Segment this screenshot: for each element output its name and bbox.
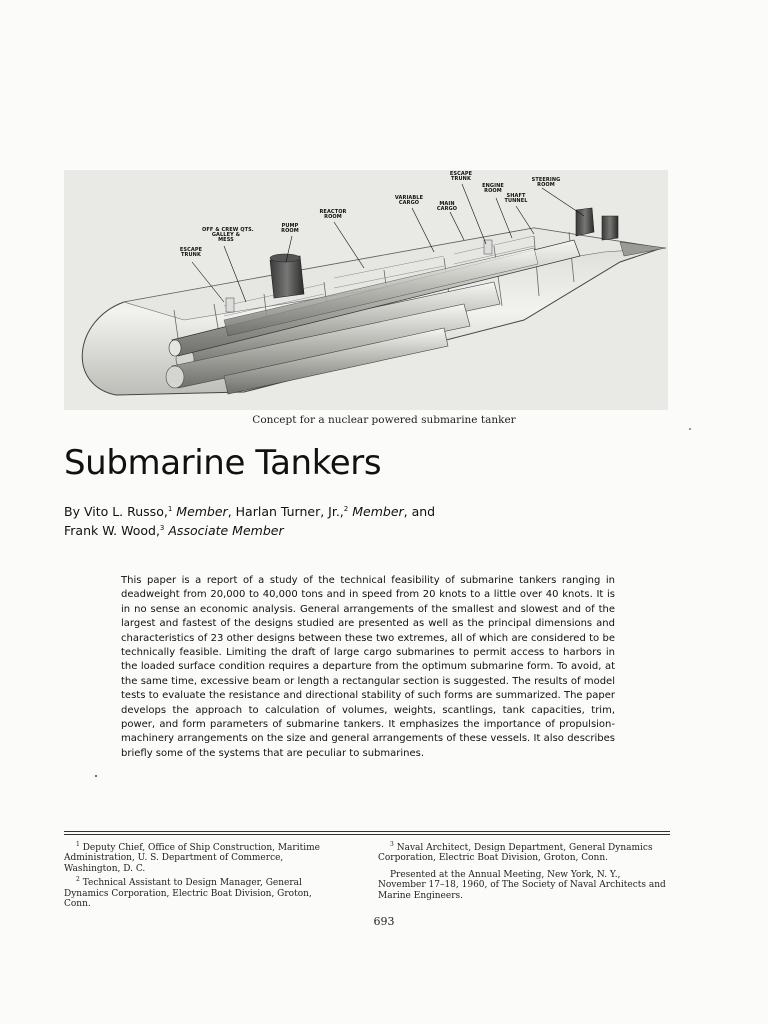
footnote-1-text: Deputy Chief, Office of Ship Construction, Maritime Administration, U. S. Department of Commerce, Washington, D. C. (64, 843, 320, 874)
footnote-2-text: Technical Assistant to Design Manager, General Dynamics Corporation, Electric Boat Division, Groton, Conn. (64, 878, 312, 910)
author-role-2: Member (352, 504, 404, 520)
author-sup-2: 2 (343, 505, 349, 513)
footnote-2 (64, 875, 336, 909)
paper-title: Submarine Tankers (64, 443, 382, 483)
author-role-3: Associate Member (168, 523, 284, 539)
figure-caption: Concept for a nuclear powered submarine tanker (252, 414, 516, 426)
label-steering-room: STEERING ROOM (531, 177, 561, 188)
label-variable-cargo: VARIABLE CARGO (394, 195, 424, 206)
scan-speck (95, 775, 97, 777)
label-escape-trunk-fwd: ESCAPE TRUNK (179, 247, 203, 258)
byline-mid-1: , Harlan Turner, Jr., (227, 504, 344, 520)
byline-prefix: By Vito L. Russo, (64, 504, 168, 520)
footnote-3-number: 3 (390, 841, 394, 848)
footnote-rule (64, 834, 670, 835)
author-sup-3: 3 (159, 524, 165, 533)
label-engine-room: ENGINE ROOM (482, 183, 504, 194)
label-off-crew-quarters: OFF & CREW QTS. GALLEY & MESS (202, 227, 254, 243)
footnotes-left (64, 840, 336, 910)
submarine-cutaway-drawing (64, 170, 668, 410)
label-shaft-tunnel: SHAFT TUNNEL (504, 193, 528, 204)
author-byline (64, 501, 624, 539)
scan-speck (689, 428, 691, 430)
author-sup-1: 1 (167, 505, 173, 513)
page-number: 693 (373, 915, 395, 928)
footnote-rule (64, 831, 670, 832)
label-main-cargo: MAIN CARGO (436, 201, 458, 212)
footnote-1-number: 1 (76, 841, 80, 848)
footnote-1 (64, 840, 336, 874)
footnote-2-number: 2 (76, 876, 80, 884)
label-reactor-room: REACTOR ROOM (319, 209, 347, 220)
presentation-note: Presented at the Annual Meeting, New York, N. Y., November 17–18, 1960, of The Society of Naval Architects and Marine Engineers. (378, 869, 666, 901)
byline-mid-2: , and (403, 504, 436, 520)
footnote-3-text: Naval Architect, Design Department, General Dynamics Corporation, Electric Boat Division, Groton, Conn. (378, 843, 653, 864)
abstract: This paper is a report of a study of the technical feasibility of submarine tankers ranging in deadweight from 20,000 to 40,000 tons and in speed from 20 knots to a little over 40 knots. It is in no sense an economic analysis. General arrangements of the smallest and slowest and of the largest and fastest of the designs studied are presented as well as the principal dimensions and characteristics of 23 other designs between these two extremes, all of which are considered to be technically feasible. Limiting the draft of large cargo submarines to permit access to harbors in the loaded surface condition requires a departure from the optimum submarine form. To avoid, at the same time, excessive beam or length a rectangular section is suggested. The results of model tests to evaluate the resistance and directional stability of such forms are summarized. The paper develops the approach to calculation of volumes, weights, scantlings, tank capacities, trim, power, and form parameters of submarine tankers. It emphasizes the importance of propulsion-machinery arrangements on the size and general arrangements of these vessels. It also describes briefly some of the systems that are peculiar to submarines. (121, 575, 615, 759)
footnotes-right (378, 840, 670, 902)
author-name-3: Frank W. Wood, (64, 523, 160, 539)
label-pump-room: PUMP ROOM (281, 223, 299, 234)
author-role-1: Member (176, 504, 228, 520)
footnote-3 (378, 840, 670, 864)
label-escape-trunk-aft: ESCAPE TRUNK (449, 171, 473, 182)
submarine-tanker-illustration (64, 170, 668, 410)
